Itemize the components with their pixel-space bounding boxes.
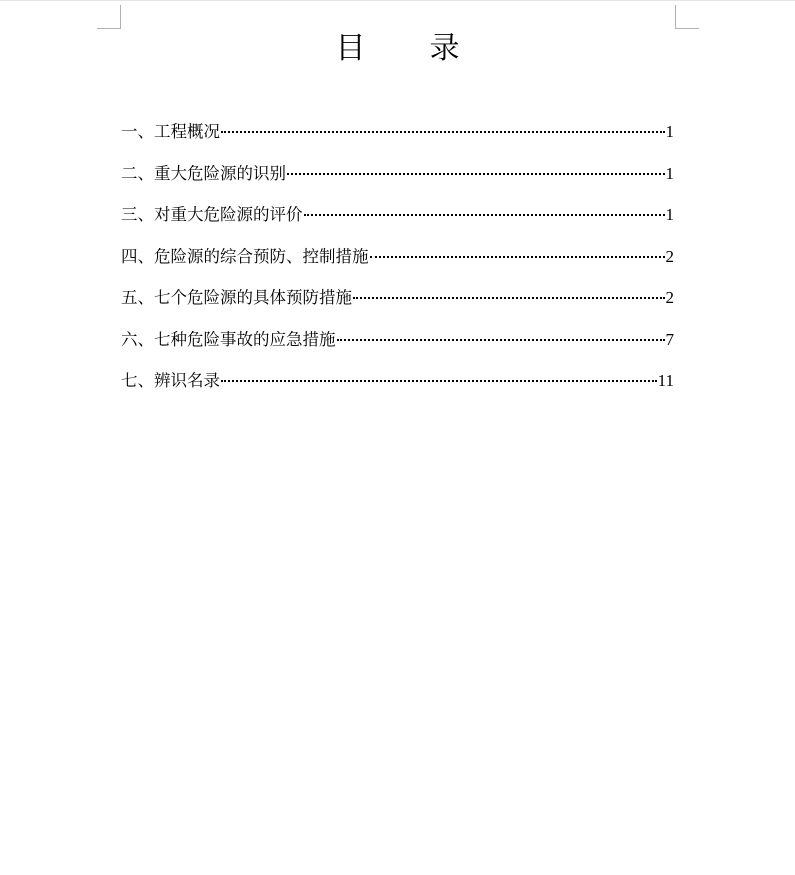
toc-entry-label: 五、七个危险源的具体预防措施 [121, 288, 352, 307]
toc-page-number: 2 [665, 246, 674, 266]
toc-entry[interactable] [121, 161, 674, 203]
toc-entry-label: 六、七种危险事故的应急措施 [121, 329, 336, 349]
toc-title-char-1: 目 [335, 31, 366, 66]
toc-list [121, 119, 674, 410]
toc-page-number: 7 [665, 329, 674, 349]
toc-page-number: 11 [657, 371, 674, 390]
margin-corner-mark-left [97, 5, 121, 29]
toc-dot-leader [353, 297, 665, 299]
toc-title-char-2: 录 [429, 31, 460, 66]
toc-page-number: 1 [665, 163, 674, 183]
toc-dot-leader [304, 214, 665, 216]
toc-page-number: 1 [665, 205, 674, 224]
toc-entry-label: 七、辨识名录 [121, 371, 220, 390]
toc-page-number: 2 [665, 288, 674, 307]
toc-entry[interactable] [121, 285, 674, 327]
toc-title [0, 29, 795, 69]
toc-dot-leader [221, 131, 665, 133]
toc-entry-label: 一、工程概况 [121, 122, 220, 141]
toc-dot-leader [337, 339, 665, 341]
toc-dot-leader [221, 380, 657, 382]
toc-page-number: 1 [665, 122, 674, 141]
toc-dot-leader [287, 173, 665, 175]
toc-entry[interactable] [121, 202, 674, 244]
toc-entry-label: 三、对重大危险源的评价 [121, 205, 303, 224]
toc-entry[interactable] [121, 368, 674, 410]
toc-entry[interactable] [121, 327, 674, 369]
toc-entry[interactable] [121, 244, 674, 286]
toc-entry[interactable] [121, 119, 674, 161]
toc-dot-leader [370, 256, 665, 258]
toc-entry-label: 四、危险源的综合预防、控制措施 [121, 246, 369, 266]
margin-corner-mark-right [675, 5, 699, 29]
toc-entry-label: 二、重大危险源的识别 [121, 163, 286, 183]
